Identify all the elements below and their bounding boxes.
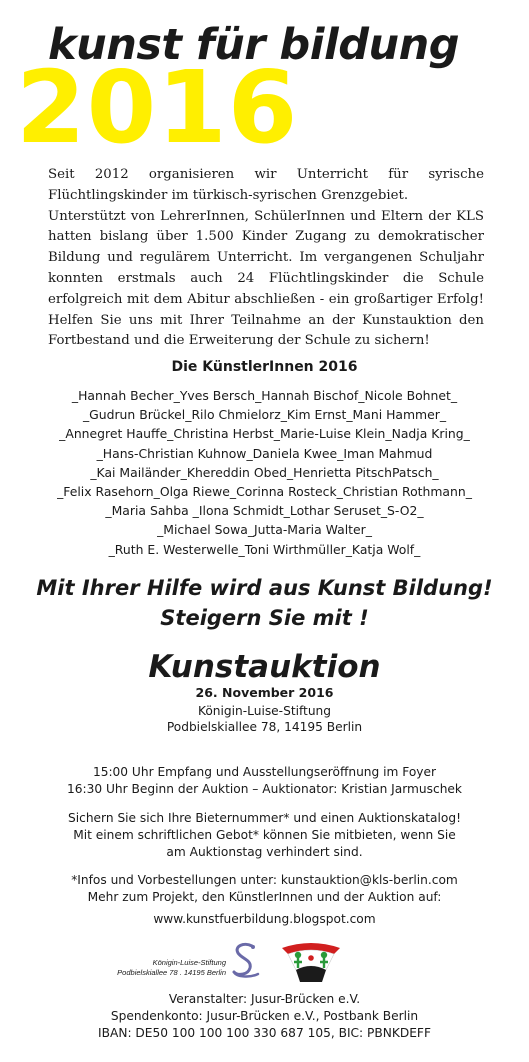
account-line: Spendenkonto: Jusur-Brücken e.V., Postbank Berlin (110, 1009, 419, 1023)
bidding-line: Mit einem schriftlichen Gebot* können Sie mitbieten, wenn Sie (73, 828, 456, 842)
artists-line: _Ruth E. Westerwelle_Toni Wirthmüller_Katja Wolf_ (108, 541, 421, 557)
bidding-info (0, 810, 529, 861)
footer (0, 991, 529, 1042)
intro-paragraph: Unterstützt von LehrerInnen, SchülerInnen und Eltern der KLS hatten bislang über 1.500 Kinder Zugang zu demokratischer Bildung und regulärem Unterricht. Im vergangenen Schuljahr konnten erstmals auch 24 Flüchtlingskinder die Schule erfolgreich mit dem Abitur abschließen - ein großartiger Erfolg! Helfen Sie uns mit Ihrer Teilnahme an der Kunstauktion den Fortbestand und die Erweiterung der Schule zu sichern! (48, 208, 484, 349)
bidding-line: Sichern Sie sich Ihre Bieternummer* und einen Auktionskatalog! (68, 811, 461, 825)
artists-heading: Die KünstlerInnen 2016 (171, 359, 358, 375)
artists-line: _Hannah Becher_Yves Bersch_Hannah Bischof_Nicole Bohnet_ (71, 388, 458, 403)
year-heading: 2016 (16, 49, 299, 166)
kls-s-logo-icon (228, 940, 264, 980)
artists-line: _Felix Rasehorn_Olga Riewe_Corinna Rosteck_Christian Rothmann_ (57, 484, 472, 500)
blog-link[interactable]: www.kunstfuerbildung.blogspot.com (153, 912, 376, 926)
slogan-line: Mit Ihrer Hilfe wird aus Kunst Bildung! (36, 576, 493, 600)
kls-logo-address: Podbielskiallee 78 . 14195 Berlin (117, 968, 226, 977)
kls-logo-name: Königin-Luise-Stiftung (152, 958, 226, 967)
venue (0, 703, 529, 735)
schedule-line: 16:30 Uhr Beginn der Auktion – Auktionator: Kristian Jarmuschek (67, 782, 462, 796)
slogan (0, 573, 529, 633)
intro-paragraph: Seit 2012 organisieren wir Unterricht für syrische Flüchtlingskinder im türkisch-syrischen Grenzgebiet. (48, 167, 484, 203)
slogan-line: Steigern Sie mit ! (160, 606, 369, 630)
artists-list (0, 386, 529, 559)
auction-date: 26. November 2016 (195, 685, 334, 700)
contact-info (0, 872, 529, 928)
artists-line: _Maria Sahba _Ilona Schmidt_Lothar Seruset_S-O2_ (105, 503, 424, 519)
kls-logo-text (96, 958, 226, 978)
schedule (0, 764, 529, 798)
contact-line: Mehr zum Projekt, den KünstlerInnen und der Auktion auf: (87, 890, 442, 904)
artists-line: _Annegret Hauffe_Christina Herbst_Marie-Luise Klein_Nadja Kring_ (59, 426, 470, 442)
jusur-bruecken-logo-icon (278, 940, 344, 984)
iban-line: IBAN: DE50 100 100 100 330 687 105, BIC: PBNKDEFF (98, 1026, 431, 1040)
bidding-line: am Auktionstag verhindert sind. (166, 845, 363, 859)
venue-name: Königin-Luise-Stiftung (197, 704, 332, 718)
intro-text (48, 165, 484, 352)
venue-address: Podbielskiallee 78, 14195 Berlin (166, 720, 363, 734)
auction-title: Kunstauktion (148, 649, 381, 685)
artists-line: _Michael Sowa_Jutta-Maria Walter_ (157, 522, 372, 538)
artists-line: _Gudrun Brückel_Rilo Chmielorz_Kim Ernst_Mani Hammer_ (82, 407, 447, 423)
contact-email-line[interactable]: *Infos und Vorbestellungen unter: kunstauktion@kls-berlin.com (71, 873, 458, 887)
schedule-line: 15:00 Uhr Empfang und Ausstellungseröffnung im Foyer (92, 765, 437, 779)
page-title: kunst für bildung (48, 20, 459, 70)
artists-line: _Kai Mailänder_Khereddin Obed_Henrietta PitschPatsch_ (90, 464, 439, 480)
artists-line: _Hans-Christian Kuhnow_Daniela Kwee_Iman Mahmud (96, 445, 433, 461)
organizer-line: Veranstalter: Jusur-Brücken e.V. (168, 992, 361, 1006)
